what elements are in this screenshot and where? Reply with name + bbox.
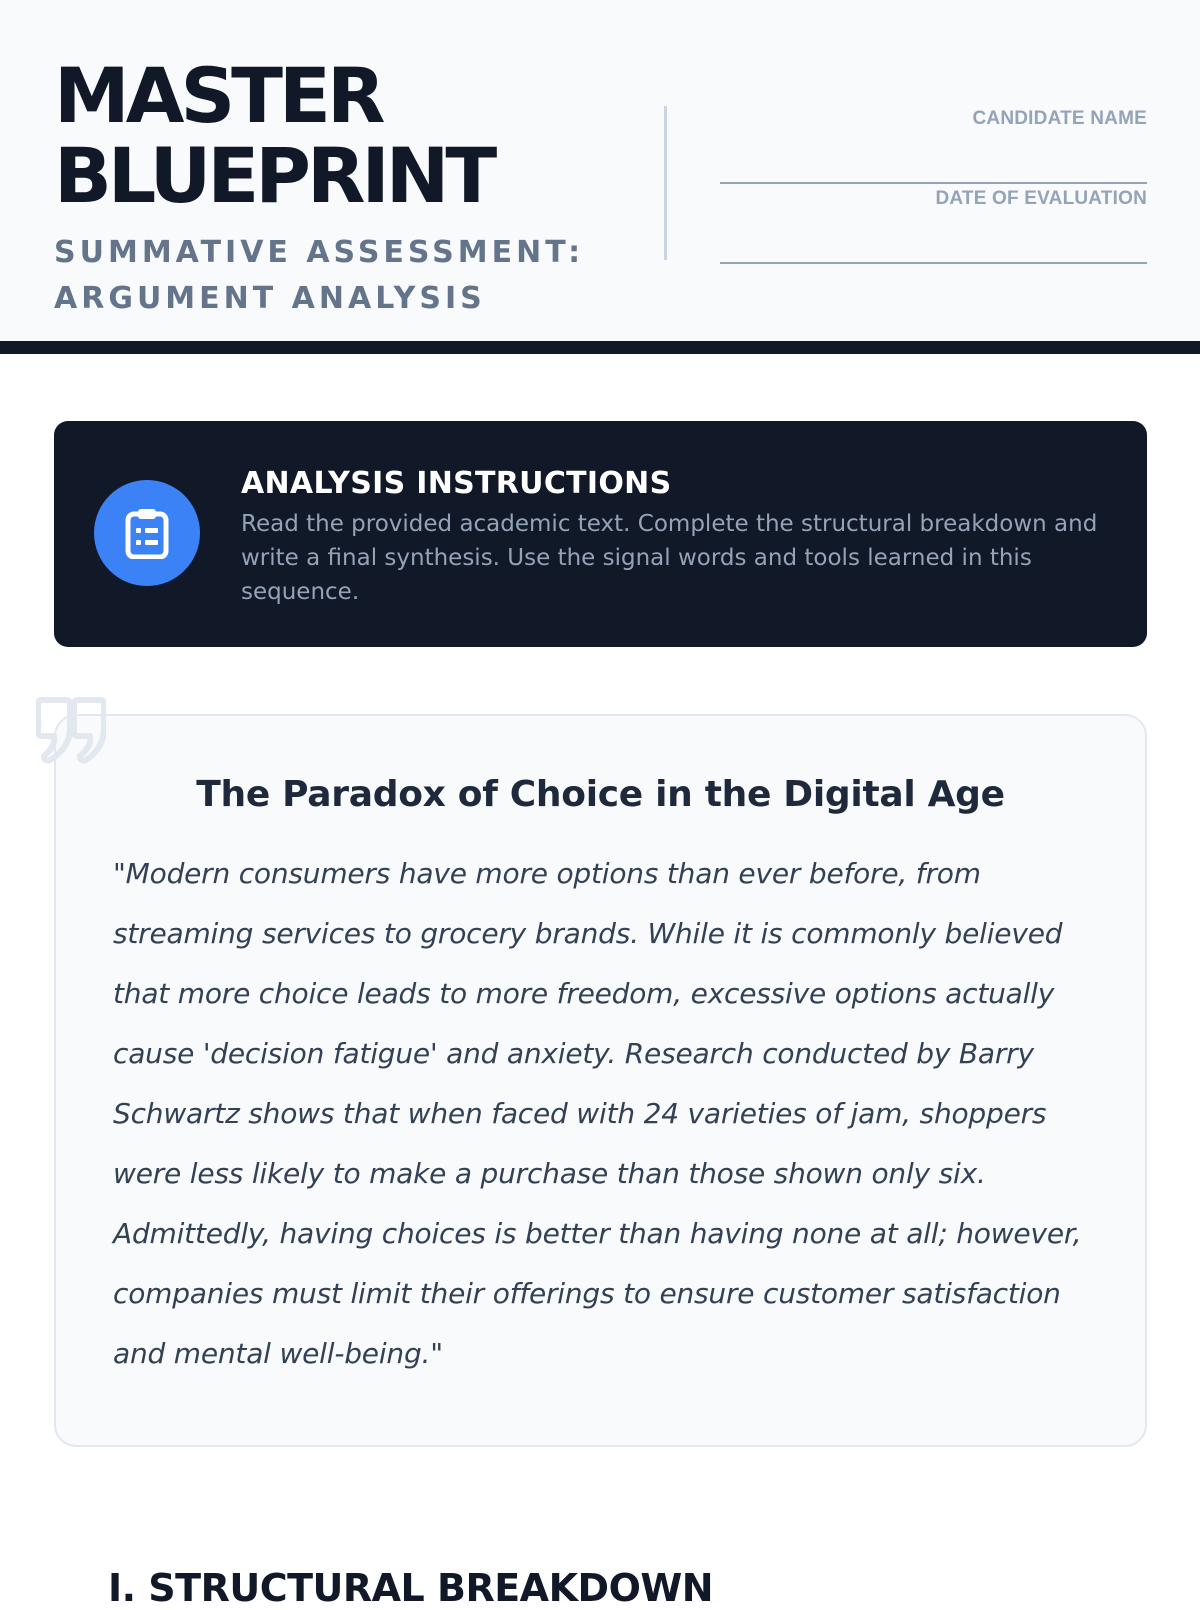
- header-divider: [664, 106, 667, 260]
- evaluation-date-field[interactable]: [720, 184, 1147, 264]
- candidate-meta: [720, 104, 1147, 264]
- passage-title: The Paradox of Choice in the Digital Age: [196, 774, 1005, 815]
- instructions-body: Read the provided academic text. Complete the structural breakdown and write a final synthesis. Use the signal words and tools learned in this sequence.: [241, 511, 1098, 605]
- page-subtitle: [54, 230, 614, 322]
- passage-box: [54, 714, 1147, 1447]
- evaluation-date-label: DATE OF EVALUATION: [935, 188, 1147, 209]
- instructions-text: [241, 465, 1101, 609]
- candidate-name-field[interactable]: [720, 104, 1147, 184]
- instructions-card: [54, 421, 1147, 647]
- page-header: [0, 0, 1200, 354]
- title-line-1: MASTER: [54, 51, 382, 140]
- title-line-2: BLUEPRINT: [54, 131, 494, 220]
- title-block: [54, 51, 614, 322]
- clipboard-icon: [94, 480, 200, 586]
- candidate-name-label: CANDIDATE NAME: [972, 108, 1147, 129]
- page-title: [54, 51, 614, 220]
- passage-text: "Modern consumers have more options than ever before, from streaming services to grocery brands. While it is commonly believed that more choice leads to more freedom, excessive options actually cause 'decision fatigue' and anxiety. Research conducted by Barry Schwartz shows that when faced with 24 varieties of jam, shoppers were less likely to make a purchase than those shown only six. Admittedly, having choices is better than having none at all; however, companies must limit their offerings to ensure customer satisfaction and mental well-being.": [113, 857, 1082, 1370]
- quote-icon: [36, 696, 106, 766]
- section-heading-structural-breakdown: I. STRUCTURAL BREAKDOWN: [108, 1566, 714, 1610]
- instructions-title: ANALYSIS INSTRUCTIONS: [241, 466, 672, 501]
- subtitle-line-2: ARGUMENT ANALYSIS: [54, 281, 486, 316]
- subtitle-line-1: SUMMATIVE ASSESSMENT:: [54, 235, 585, 270]
